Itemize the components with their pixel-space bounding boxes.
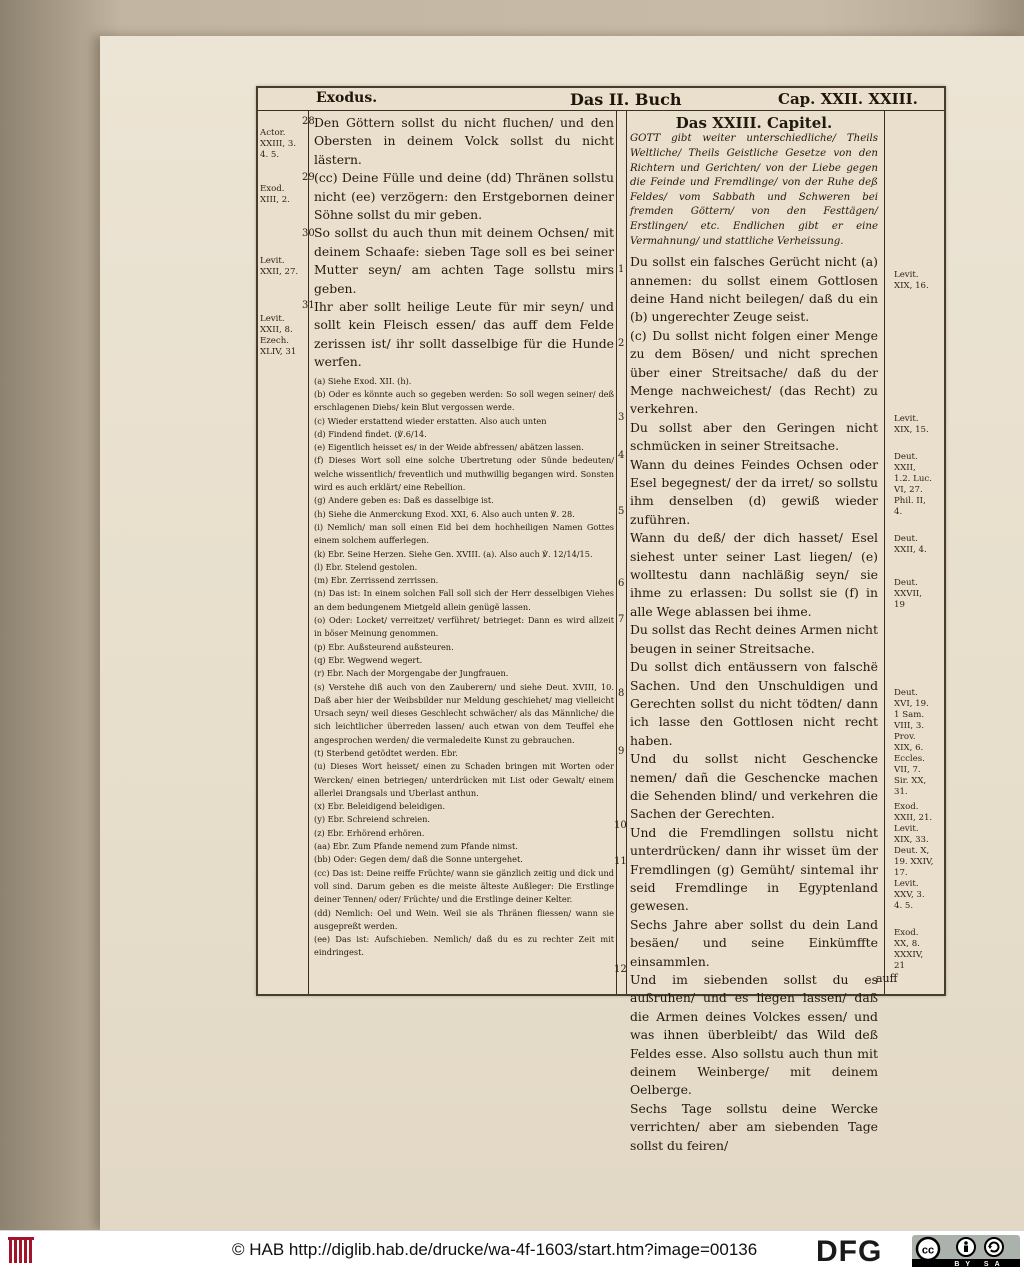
dfg-logo: DFG <box>816 1235 883 1268</box>
footnote: (k) Ebr. Seine Herzen. Siehe Gen. XVIII. (a). Also auch ℣. 12/14/15. <box>314 548 593 559</box>
margin-ref: Actor. XXIII, 3. 4. 5. <box>260 128 297 160</box>
footnote: (t) Sterbend getödtet werden. Ebr. <box>314 748 458 758</box>
copyright-link[interactable]: © HAB http://diglib.hab.de/drucke/wa-4f-1603/start.htm?image=00136 <box>232 1240 758 1259</box>
verse-text: So sollst du auch thun mit deinem Ochsen/ mit deinem Schaafe: sieben Tage soll es bei seiner Mutter seyn/ am achten Tage sollstu mirs geben. <box>314 225 614 296</box>
footnote: (h) Siehe die Anmerckung Exod. XXI, 6. Also auch unten ℣. 28. <box>314 508 575 519</box>
footnote: (aa) Ebr. Zum Pfande nemend zum Pfande nimst. <box>314 841 518 852</box>
footnote: (q) Ebr. Wegwend wegert. <box>314 654 423 665</box>
verse-number: 30 <box>302 228 315 239</box>
verse-text: Und die Fremdlingen sollstu nicht unterdrücken/ dann ihr wisset üm der Fremdlingen (g) Gemüht/ sintemal ihr seid Fremdlinge in Egyptenland gewesen. <box>630 824 878 914</box>
verse-text: Ihr aber sollt heilige Leute für mir seyn/ und sollt kein Fleisch essen/ das auff dem Felde zerissen ist/ ihr sollt dasselbige für die Hunde werfen. <box>314 299 614 370</box>
verse-number: 12 <box>614 964 627 975</box>
footnote: (l) Ebr. Stelend gestolen. <box>314 561 418 572</box>
footnote: (e) Eigentlich heisset es/ in der Weide abfressen/ abätzen lassen. <box>314 442 584 453</box>
header-rule <box>258 110 944 111</box>
verse-number: 1 <box>618 264 625 275</box>
verse-text: Du sollst ein falsches Gerücht nicht (a) annemen: du sollst einem Gottlosen deine Hand nicht beilegen/ daß du ein (b) ungerechter Zeuge seist. <box>630 254 878 325</box>
verse-text: Und du sollst nicht Geschencke nemen/ dañ die Geschencke machen die Sehenden blind/ und verkehren die Sachen der Gerechten. <box>630 751 878 822</box>
footnotes <box>314 375 614 960</box>
margin-ref: Deut. XXII, 4. <box>894 534 927 555</box>
verse-text: Sechs Jahre aber sollst du dein Land besäen/ und seine Einkümffte einsammlen. <box>630 916 878 969</box>
left-column <box>314 114 614 994</box>
chapter-summary: GOTT gibt weiter unterschiedliche/ Theils Weltliche/ Theils Geistliche Gesetze von den Richtern und Gerichten/ von der Liebe gegen die Feinde und Fremdlinge/ von der Ruhe deß Feldes/ vom Sabbath und Schweren bei fremden Göttern/ von den Festtägen/ Erstlingen/ etc. Endlichen gibt er eine Vermahnung/ und stattliche Verheissung. <box>630 133 878 247</box>
footnote: (s) Verstehe diß auch von den Zauberern/ und siehe Deut. XVIII, 10. Daß aber hier der Weibsbilder nur Meldung geschiehet/ mag vielleicht Ursach seyn/ weil dieses Geschlecht schwächer/ als das Männliche/ die sich leichtlicher überreden lassen/ auch etwan von dem Teuffel ehe angesprochen werden/ die vermaledeite Kunst zu gebrauchen. <box>314 681 614 745</box>
footnote: (ee) Das ist: Aufschieben. Nemlich/ daß du es zu rechter Zeit mit eindringest. <box>314 934 614 958</box>
margin-ref: Deut. XXVII, 19 <box>894 578 922 610</box>
left-margin-rule <box>308 110 309 994</box>
verse-text: Du sollst dich entäussern von falschë Sachen. Und den Unschuldigen und Gerechten sollst du nicht tödten/ dann ich lasse den Gottlosen nicht recht haben. <box>630 659 878 748</box>
margin-ref: Exod. XXII, 21. Levit. XIX, 33. Deut. X, 19. XXIV, 17. Levit. XXV, 3. 4. 5. <box>894 802 934 911</box>
verse-number: 10 <box>614 820 627 831</box>
cc-license-badge-icon[interactable] <box>912 1235 1020 1267</box>
margin-ref: Exod. XX, 8. XXXIV, 21 <box>894 928 924 971</box>
verse-text: (c) Du sollst nicht folgen einer Menge zu dem Bösen/ und nicht sprechen über einer Streitsache/ daß du der Menge nachweichest/ (das Recht) zu verkehren. <box>630 327 878 417</box>
printed-page <box>256 86 946 1153</box>
verse-number: 2 <box>618 338 625 349</box>
verse-text: Und im siebenden sollst du es außruhen/ und es liegen lassen/ daß die Armen deines Volckes essen/ und was ihnen überbleibt/ das Wild deß Feldes esse. Also sollstu auch thun mit deinem Weinberge/ mit deinem Oelberge. <box>630 972 878 1098</box>
running-head-right: Cap. XXII. XXIII. <box>778 90 918 108</box>
margin-ref: Levit. XXII, 8. Ezech. XLIV, 31 <box>260 314 297 357</box>
footnote: (r) Ebr. Nach der Morgengabe der Jungfrauen. <box>314 668 509 679</box>
verse-number: 9 <box>618 746 625 757</box>
right-margin-rule <box>884 110 885 994</box>
verse-number: 29 <box>302 172 315 183</box>
margin-ref: Deut. XVI, 19. 1 Sam. VIII, 3. Prov. XIX, 6. Eccles. VII, 7. Sir. XX, 31. <box>894 688 929 797</box>
footnote: (c) Wieder erstattend wieder erstatten. Also auch unten <box>314 415 547 426</box>
footnote: (bb) Oder: Gegen dem/ daß die Sonne untergehet. <box>314 854 523 865</box>
margin-ref: Levit. XIX, 15. <box>894 414 929 435</box>
footnote: (g) Andere geben es: Daß es dasselbige ist. <box>314 495 494 506</box>
footnote: (cc) Das ist: Deine reiffe Früchte/ wann sie gänzlich zeitig und dick und voll sind. Darum geben es die meiste älteste Außleger: Die Erstlinge deiner Tennen/ oder/ Früchte/ und die Erstlinge deiner Kelter. <box>314 867 614 905</box>
margin-ref: Levit. XXII, 27. <box>260 256 299 277</box>
verse-number: 11 <box>614 856 627 867</box>
verse-text: Du sollst aber den Geringen nicht schmücken in seiner Streitsache. <box>630 419 878 454</box>
catchword: auff <box>876 972 898 985</box>
footnote: (n) Das ist: In einem solchen Fall soll sich der Herr desselbigen Viehes an dem bedungenem Mietgeld allein genügë lassen. <box>314 588 614 612</box>
footnote: (x) Ebr. Beleidigend beleidigen. <box>314 801 446 812</box>
verse-text: Wann du deß/ der dich hasset/ Esel siehest unter seiner Last liegen/ (e) wolltestu dann nachläßig seyn/ sie ihme zu erlassen: Du sollst sie (f) in alle Wege ablassen bei ihme. <box>630 530 878 619</box>
verse-number: 31 <box>302 300 315 311</box>
footnote: (dd) Nemlich: Oel und Wein. Weil sie als Thränen fliessen/ wann sie ausgepreßt werden. <box>314 907 614 931</box>
chapter-title: Das XXIII. Capitel. <box>675 114 833 132</box>
verse-number: 28 <box>302 116 315 127</box>
footnote: (y) Ebr. Schreiend schreien. <box>314 814 431 825</box>
footnote: (u) Dieses Wort heisset/ einen zu Schaden bringen mit Worten oder Wercken/ einen betriegen/ unterdrücken mit List oder Gewalt/ einem allerlei Drangsals und Uberlast anthun. <box>314 761 614 798</box>
running-head-left: Exodus. <box>316 90 378 106</box>
verse-number: 3 <box>618 412 625 423</box>
footnote: (f) Dieses Wort soll eine solche Ubertretung oder Sünde bedeuten/ welche wissentlich/ freventlich und muthwillig begangen wird. Sonsten wird es auch erklärt/ eine Rebellion. <box>314 455 614 493</box>
verse-number: 8 <box>618 688 625 699</box>
margin-ref: Deut. XXII, 1.2. Luc. VI, 27. Phil. II, 4. <box>894 452 932 517</box>
license-label: BY SA <box>954 1261 1006 1268</box>
verse-number: 7 <box>618 614 625 625</box>
footnote: (p) Ebr. Außsteurend außsteuren. <box>314 641 454 652</box>
margin-ref: Levit. XIX, 16. <box>894 270 929 291</box>
verse-text: Sechs Tage sollstu deine Wercke verrichten/ aber am siebenden Tage sollst du feiren/ <box>630 1100 878 1153</box>
footnote: (z) Ebr. Erhörend erhören. <box>314 827 425 838</box>
running-head-center: Das II. Buch <box>570 90 682 109</box>
margin-ref: Exod. XIII, 2. <box>260 184 290 205</box>
verse-number: 5 <box>618 506 625 517</box>
footnote: (o) Oder: Locket/ verreitzet/ verführet/ betrieget: Dann es wird allzeit in böser Meinung genommen. <box>314 615 614 639</box>
verse-number: 4 <box>618 450 625 461</box>
verse-number: 6 <box>618 578 625 589</box>
viewer-footer <box>0 1230 1024 1271</box>
verse-text: (cc) Deine Fülle und deine (dd) Thränen sollstu nicht (ee) verzögern: den Erstgebornen deiner Söhne sollst du mir geben. <box>314 170 614 223</box>
hab-logo-icon <box>8 1237 34 1265</box>
footnote: (d) Findend findet. (℣.6/14. <box>314 428 427 439</box>
svg-text:cc: cc <box>921 1244 935 1257</box>
footnote: (m) Ebr. Zerrissend zerrissen. <box>314 575 439 586</box>
right-column <box>630 114 878 1153</box>
verse-text: Den Göttern sollst du nicht fluchen/ und den Obersten in deinem Volck sollst du nicht lästern. <box>314 115 614 167</box>
verse-text: Du sollst das Recht deines Armen nicht beugen in seiner Streitsache. <box>630 622 878 656</box>
verse-text: Wann du deines Feindes Ochsen oder Esel begegnest/ der da irret/ so sollstu ihm denselben (d) gewiß wieder zuführen. <box>630 456 878 527</box>
footnote: (b) Oder es könnte auch so gegeben werden: So soll wegen seiner/ deß erschlagenen Diebs/ kein Blut vergossen werde. <box>314 388 614 413</box>
footnote: (a) Siehe Exod. XII. (h). <box>314 375 412 386</box>
footnote: (i) Nemlich/ man soll einen Eid bei dem hochheiligen Namen Gottes einem solchem aufferlegen. <box>314 521 614 546</box>
